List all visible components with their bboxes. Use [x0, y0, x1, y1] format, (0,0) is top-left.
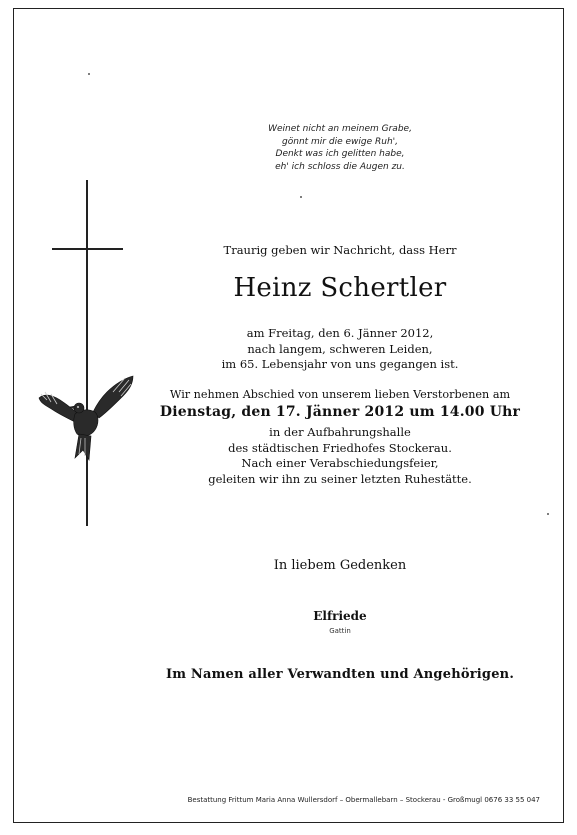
poem-line: Weinet nicht an meinem Grabe, — [268, 124, 412, 134]
memory-text: In liebem Gedenken — [273, 558, 407, 573]
cross-icon — [86, 180, 88, 526]
service-date: Dienstag, den 17. Jänner 2012 um 14.00 Uhr — [159, 404, 521, 420]
signer-relation: Gattin — [329, 627, 351, 635]
place-line: Nach einer Verabschiedungsfeier, — [241, 456, 439, 470]
dove-icon — [35, 370, 137, 462]
signer-name: Elfriede — [313, 609, 367, 623]
place-line: geleiten wir ihn zu seiner letzten Ruhestätte. — [208, 471, 472, 486]
death-line: am Freitag, den 6. Jänner 2012, — [246, 326, 434, 340]
funeral-home-footer: Bestattung Frittum Maria Anna Wullersdorf – Obermallebarn – Stockerau - Großmugl 0676 33 55 047 — [187, 796, 540, 804]
announcement-intro: Traurig geben wir Nachricht, dass Herr — [223, 243, 457, 257]
service-place — [195, 425, 485, 487]
poem-line: gönnt mir die ewige Ruh', — [282, 136, 398, 147]
scan-speck — [88, 73, 90, 75]
farewell-text: Wir nehmen Abschied von unserem lieben Verstorbenen am — [169, 388, 511, 401]
place-line: des städtischen Friedhofes Stockerau. — [228, 440, 452, 455]
place-line: in der Aufbahrungshalle — [269, 425, 411, 439]
scan-speck — [300, 196, 302, 198]
poem — [195, 123, 485, 173]
death-line: nach langem, schweren Leiden, — [247, 341, 433, 356]
death-notice — [195, 326, 485, 373]
poem-line: Denkt was ich gelitten habe, — [275, 149, 405, 159]
family-line: Im Namen aller Verwandten und Angehörigen. — [165, 667, 515, 682]
cross-arm — [52, 248, 123, 250]
poem-line: eh' ich schloss die Augen zu. — [275, 161, 405, 172]
deceased-name: Heinz Schertler — [233, 273, 447, 303]
scan-speck — [547, 513, 549, 515]
death-line: im 65. Lebensjahr von uns gegangen ist. — [221, 357, 459, 371]
